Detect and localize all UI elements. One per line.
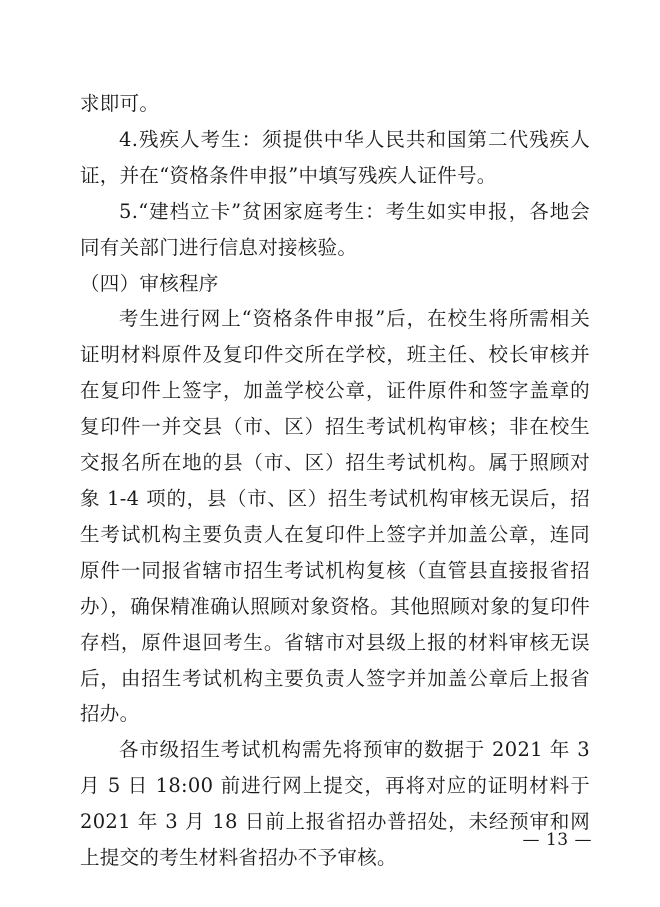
paragraph-disabled-candidates: 4.残疾人考生：须提供中华人民共和国第二代残疾人证，并在“资格条件申报”中填写残疾人证件号。 xyxy=(80,127,590,187)
page-number: — 13 — xyxy=(522,830,592,850)
paragraph-poverty-families: 5.“建档立卡”贫困家庭考生：考生如实申报，各地会同有关部门进行信息对接核验。 xyxy=(80,199,590,259)
paragraph-submission-deadline: 各市级招生考试机构需先将预审的数据于 2021 年 3 月 5 日 18:00 前进行网上提交，再将对应的证明材料于 2021 年 3 月 18 日前上报省招办普招处，未经预审和网上提交的考生材料省招办不予审核。 xyxy=(80,738,590,870)
paragraph-continuation: 求即可。 xyxy=(80,92,160,115)
document-body xyxy=(80,86,590,876)
paragraph-review-procedure: 考生进行网上“资格条件申报”后，在校生将所需相关证明材料原件及复印件交所在学校，班主任、校长审核并在复印件上签字，加盖学校公章，证件原件和签字盖章的复印件一并交县（市、区）招生考试机构审核；非在校生交报名所在地的县（市、区）招生考试机构。属于照顾对象 1-4 项的，县（市、区）招生考试机构审核无误后，招生考试机构主要负责人在复印件上签字并加盖公章，连同原件一同报省辖市招生考试机构复核（直管县直接报省招办），确保精准确认照顾对象资格。其他照顾对象的复印件存档，原件退回考生。省辖市对县级上报的材料审核无误后，由招生考试机构主要负责人签字并加盖公章后上报省招办。 xyxy=(80,307,590,726)
section-heading-review-procedure: （四）审核程序 xyxy=(80,271,219,295)
